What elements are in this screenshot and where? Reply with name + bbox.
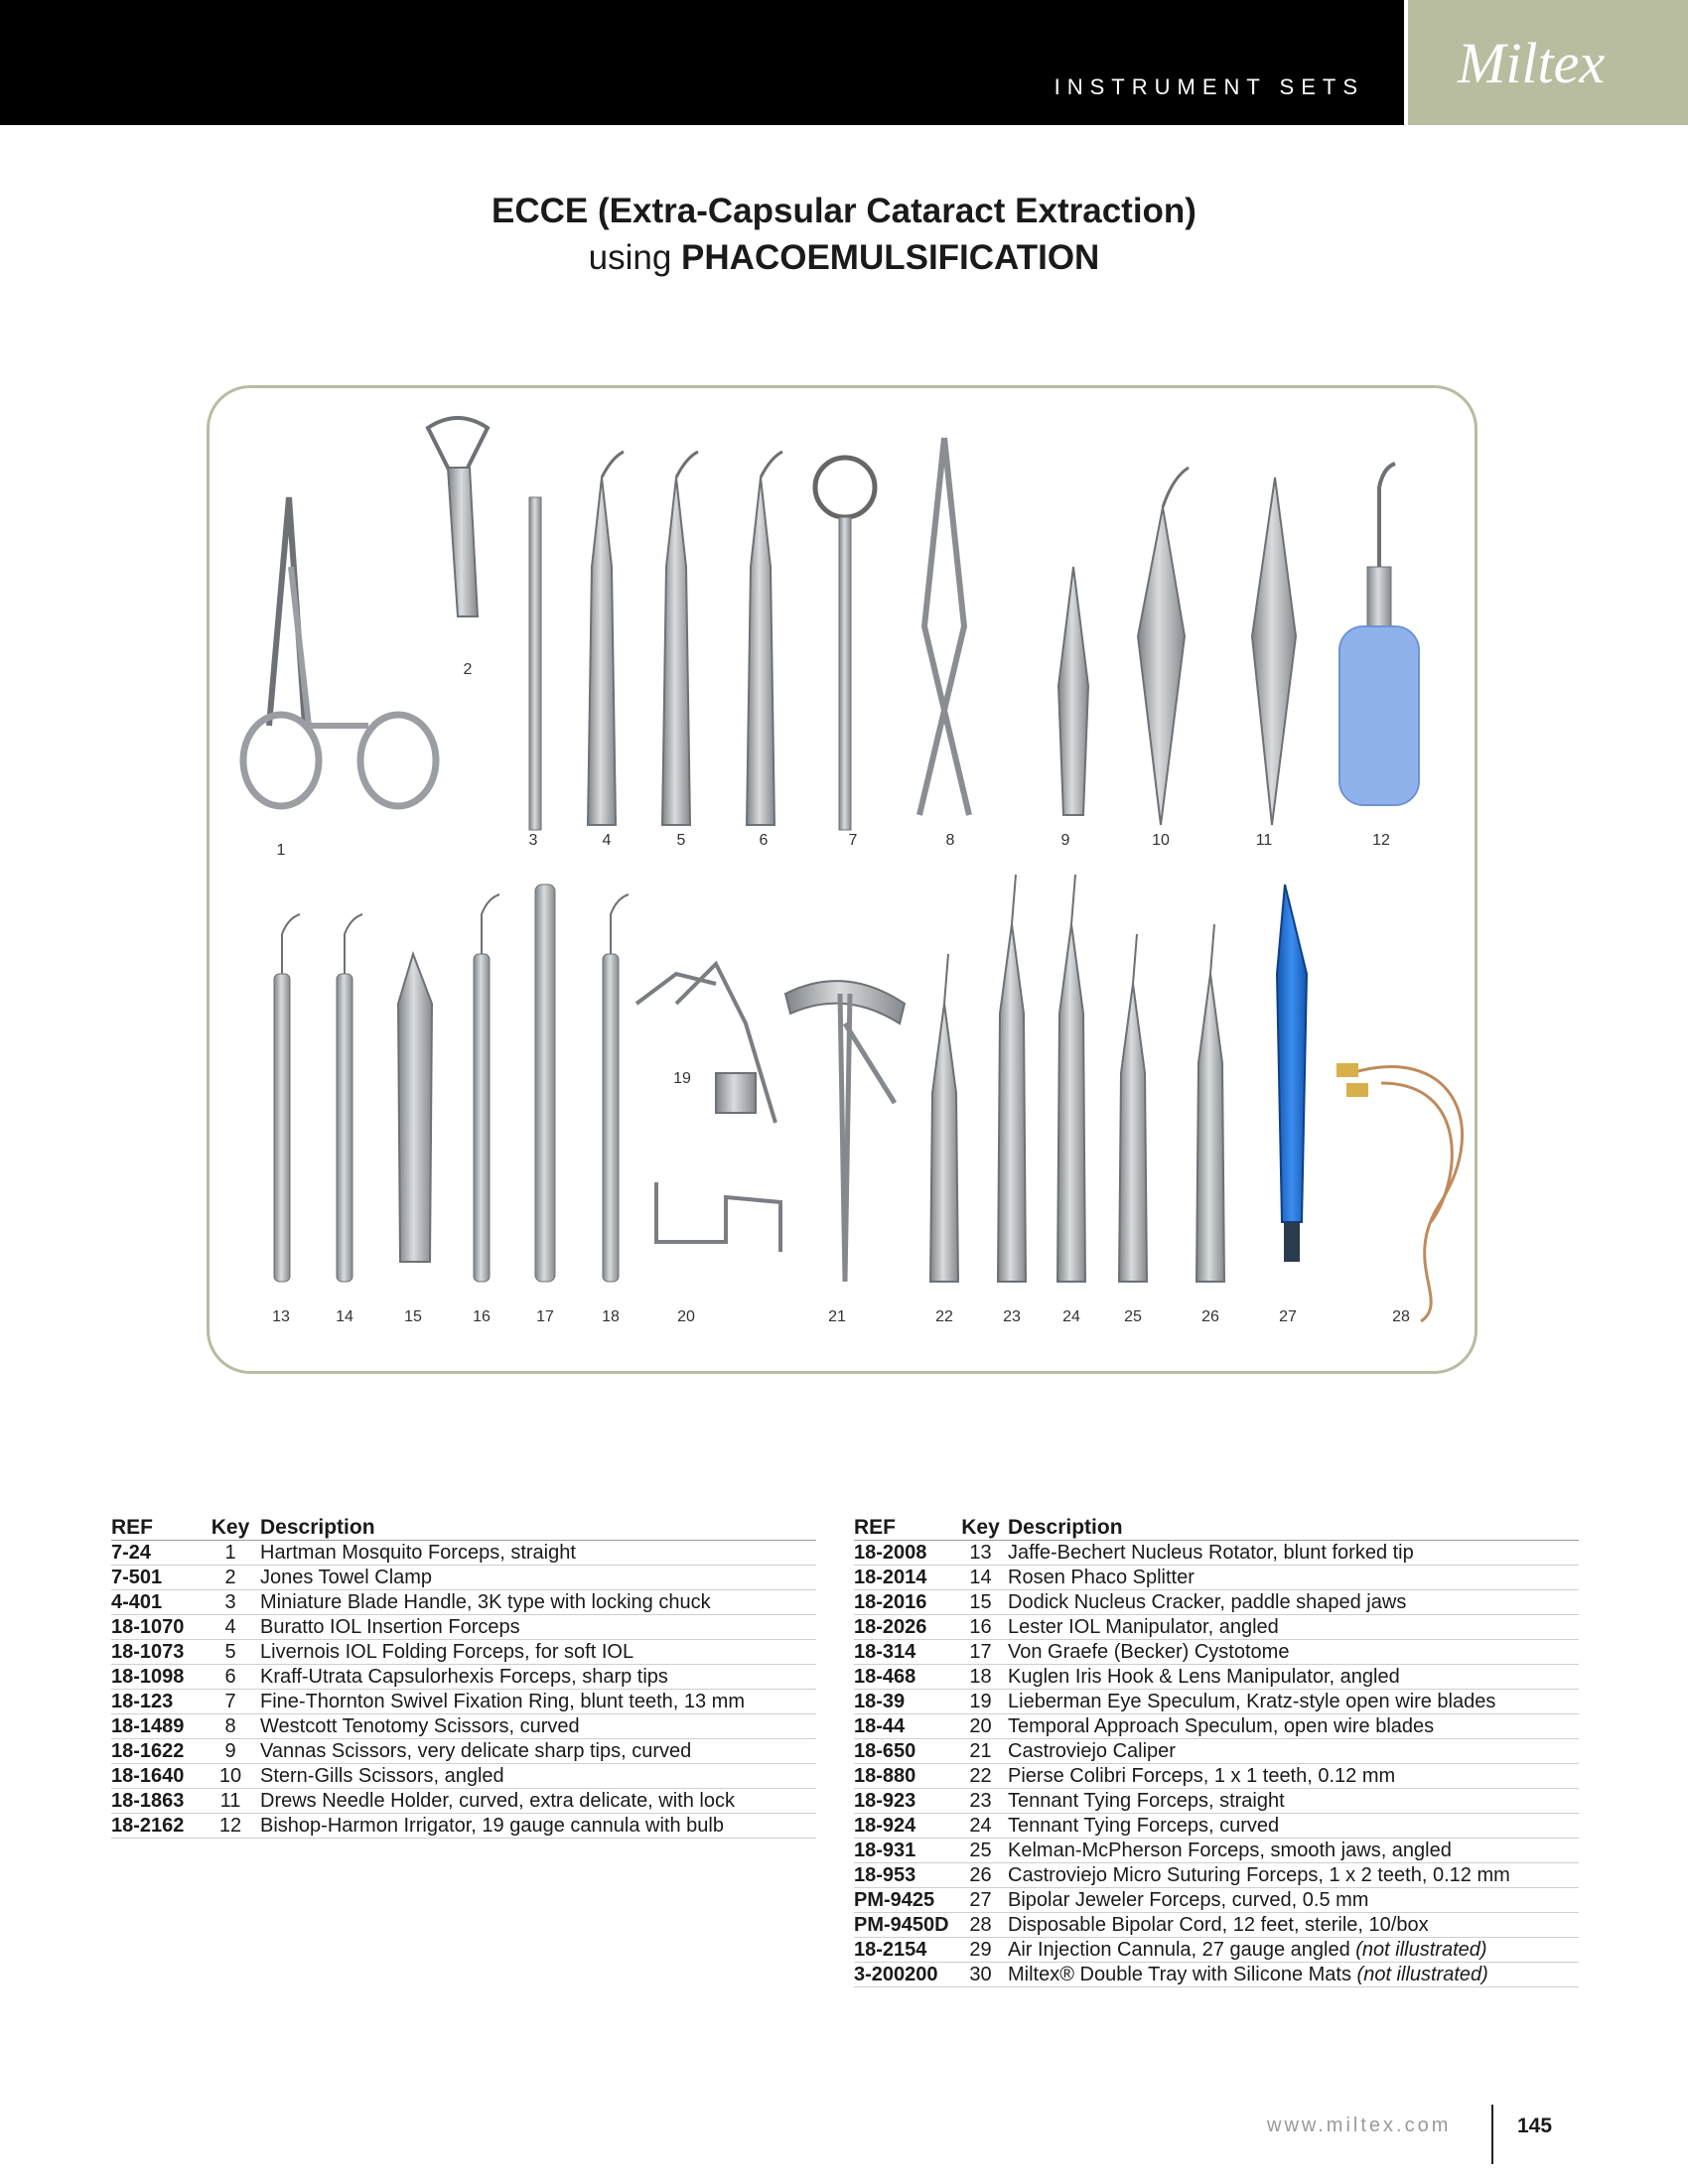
description-cell [1008, 1665, 1579, 1690]
key-label-4: 4 [602, 832, 612, 849]
ref-cell: 3-200200 [854, 1963, 953, 1987]
key-cell: 14 [953, 1566, 1008, 1590]
table-row [854, 1814, 1579, 1839]
description-note: (not illustrated) [1355, 1939, 1487, 1961]
ref-cell: 18-2016 [854, 1590, 953, 1615]
ref-cell: PM-9425 [854, 1888, 953, 1913]
description-text: Fine-Thornton Swivel Fixation Ring, blunt teeth, 13 mm [260, 1691, 745, 1712]
table-body [854, 1541, 1579, 1987]
key-label-16: 16 [473, 1308, 491, 1325]
key-label-20: 20 [677, 1308, 695, 1325]
description-text: Tennant Tying Forceps, curved [1008, 1815, 1280, 1837]
description-cell [1008, 1690, 1579, 1714]
mosquito-forceps-jaws [269, 497, 305, 726]
description-cell [260, 1665, 816, 1690]
reference-table-right [854, 1515, 1579, 1987]
key-cell: 24 [953, 1814, 1008, 1839]
description-cell [260, 1541, 816, 1566]
key-cell: 5 [201, 1640, 260, 1665]
description-text: Tennant Tying Forceps, straight [1008, 1790, 1285, 1812]
ref-cell: 18-1098 [111, 1665, 201, 1690]
livernois-forceps-tip [676, 452, 698, 478]
description-text: Jones Towel Clamp [260, 1567, 433, 1588]
table-row [854, 1566, 1579, 1590]
key-label-3: 3 [528, 832, 538, 849]
ref-cell: 18-2162 [111, 1814, 201, 1839]
phaco-splitter-tip [345, 914, 362, 974]
iris-hook-tip [611, 894, 629, 954]
description-text: Drews Needle Holder, curved, extra delicate, with lock [260, 1790, 735, 1812]
colibri-forceps [930, 1004, 958, 1282]
description-cell [1008, 1888, 1579, 1913]
key-cell: 13 [953, 1541, 1008, 1566]
key-cell: 4 [201, 1615, 260, 1640]
description-text: Rosen Phaco Splitter [1008, 1567, 1195, 1588]
description-text: Bipolar Jeweler Forceps, curved, 0.5 mm [1008, 1889, 1369, 1911]
description-cell [1008, 1640, 1579, 1665]
key-label-1: 1 [276, 842, 286, 859]
ref-cell: 18-953 [854, 1863, 953, 1888]
table-row [111, 1714, 816, 1739]
key-cell: 10 [201, 1764, 260, 1789]
description-text: Kuglen Iris Hook & Lens Manipulator, angled [1008, 1666, 1400, 1688]
key-cell: 23 [953, 1789, 1008, 1814]
irrigator-cannula [1379, 464, 1395, 567]
description-cell [1008, 1913, 1579, 1938]
key-label-14: 14 [336, 1308, 353, 1325]
bipolar-forceps [1277, 885, 1307, 1222]
ref-cell: 18-650 [854, 1739, 953, 1764]
description-cell [1008, 1863, 1579, 1888]
stern-gills-tip [1163, 468, 1189, 507]
description-text: Lieberman Eye Speculum, Kratz-style open wire blades [1008, 1691, 1496, 1712]
key-label-2: 2 [463, 661, 473, 678]
page-title: ECCE (Extra-Capsular Cataract Extraction) [492, 192, 1196, 230]
description-text: Pierse Colibri Forceps, 1 x 1 teeth, 0.12 mm [1008, 1765, 1396, 1787]
key-cell: 3 [201, 1590, 260, 1615]
key-cell: 21 [953, 1739, 1008, 1764]
bipolar-cord [1351, 1067, 1463, 1321]
table-body [111, 1541, 816, 1839]
description-cell [1008, 1814, 1579, 1839]
key-cell: 19 [953, 1690, 1008, 1714]
description-text: Hartman Mosquito Forceps, straight [260, 1542, 576, 1564]
speculum-lock [716, 1073, 756, 1113]
key-label-24: 24 [1062, 1308, 1080, 1325]
table-row [111, 1690, 816, 1714]
key-cell: 30 [953, 1963, 1008, 1987]
description-cell [1008, 1714, 1579, 1739]
key-cell: 7 [201, 1690, 260, 1714]
description-text: Kelman-McPherson Forceps, smooth jaws, angled [1008, 1840, 1452, 1861]
key-label-26: 26 [1201, 1308, 1219, 1325]
ref-cell: 18-1863 [111, 1789, 201, 1814]
description-cell [1008, 1615, 1579, 1640]
key-label-9: 9 [1060, 832, 1070, 849]
ref-cell: 7-501 [111, 1566, 201, 1590]
cord-plug-a [1336, 1063, 1358, 1077]
nucleus-rotator [274, 974, 290, 1282]
description-cell [1008, 1590, 1579, 1615]
mosquito-forceps-ring-right [360, 715, 436, 806]
ref-header: REF [111, 1515, 201, 1541]
ref-cell: 18-44 [854, 1714, 953, 1739]
brand-logo: Miltex [1458, 31, 1606, 95]
ref-cell: 7-24 [111, 1541, 201, 1566]
key-label-7: 7 [848, 832, 858, 849]
footer-url[interactable]: www.miltex.com [1267, 2115, 1452, 2136]
castroviejo-forceps-tip [1210, 924, 1214, 974]
description-text: Dodick Nucleus Cracker, paddle shaped jaws [1008, 1591, 1407, 1613]
ref-cell: 18-2154 [854, 1938, 953, 1963]
fixation-ring [815, 458, 875, 517]
description-text: Westcott Tenotomy Scissors, curved [260, 1715, 580, 1737]
key-label-12: 12 [1372, 832, 1390, 849]
description-text: Air Injection Cannula, 27 gauge angled [1008, 1939, 1356, 1961]
key-label-27: 27 [1279, 1308, 1297, 1325]
livernois-forceps [662, 478, 690, 825]
subtitle-bold: PHACOEMULSIFICATION [681, 238, 1100, 277]
table-row [854, 1789, 1579, 1814]
vannas-scissors [1058, 567, 1088, 815]
table-row [854, 1913, 1579, 1938]
page-subtitle [0, 238, 1688, 278]
tennant-forceps-curved-tip [1071, 875, 1075, 924]
kelman-forceps [1119, 984, 1147, 1282]
description-text: Jaffe-Bechert Nucleus Rotator, blunt forked tip [1008, 1542, 1414, 1564]
table-row [111, 1764, 816, 1789]
table-row [854, 1640, 1579, 1665]
key-label-22: 22 [935, 1308, 953, 1325]
footer-divider [1491, 2105, 1493, 2164]
description-text: Castroviejo Caliper [1008, 1740, 1176, 1762]
key-label-6: 6 [759, 832, 769, 849]
description-text: Von Graefe (Becker) Cystotome [1008, 1641, 1290, 1663]
description-cell [260, 1789, 816, 1814]
description-cell [260, 1814, 816, 1839]
ref-cell: 18-2014 [854, 1566, 953, 1590]
description-cell [1008, 1839, 1579, 1863]
table-row [111, 1615, 816, 1640]
ref-cell: 18-924 [854, 1814, 953, 1839]
key-label-5: 5 [676, 832, 686, 849]
description-cell [1008, 1566, 1579, 1590]
description-text: Vannas Scissors, very delicate sharp tips, curved [260, 1740, 692, 1762]
description-text: Lester IOL Manipulator, angled [1008, 1616, 1279, 1638]
ref-cell: PM-9450D [854, 1913, 953, 1938]
ref-cell: 18-2026 [854, 1615, 953, 1640]
phaco-splitter [337, 974, 352, 1282]
buratto-forceps [588, 478, 616, 825]
key-cell: 16 [953, 1615, 1008, 1640]
table-header-row [111, 1515, 816, 1541]
table-row [854, 1938, 1579, 1963]
kraff-forceps [747, 478, 774, 825]
table-row [854, 1541, 1579, 1566]
castroviejo-forceps [1196, 974, 1224, 1282]
kelman-forceps-tip [1133, 934, 1137, 984]
key-label-28: 28 [1392, 1308, 1410, 1325]
key-header: Key [953, 1515, 1008, 1541]
ref-cell: 4-401 [111, 1590, 201, 1615]
table-row [111, 1541, 816, 1566]
instrument-illustration [210, 388, 1475, 1371]
table-row [111, 1566, 816, 1590]
description-header: Description [1008, 1515, 1579, 1541]
colibri-forceps-tip [944, 954, 948, 1004]
table-row [854, 1590, 1579, 1615]
blade-handle [529, 497, 541, 830]
key-cell: 26 [953, 1863, 1008, 1888]
table-row [854, 1963, 1579, 1987]
ref-header: REF [854, 1515, 953, 1541]
key-label-8: 8 [945, 832, 955, 849]
table-row [111, 1814, 816, 1839]
description-cell [260, 1690, 816, 1714]
description-text: Temporal Approach Speculum, open wire blades [1008, 1715, 1435, 1737]
key-label-17: 17 [536, 1308, 554, 1325]
fixation-ring-handle [839, 517, 851, 830]
key-cell: 20 [953, 1714, 1008, 1739]
key-cell: 11 [201, 1789, 260, 1814]
key-cell: 29 [953, 1938, 1008, 1963]
description-text: Buratto IOL Insertion Forceps [260, 1616, 520, 1638]
tennant-forceps-curved [1057, 924, 1085, 1282]
ref-cell: 18-931 [854, 1839, 953, 1863]
description-cell [260, 1640, 816, 1665]
stern-gills-scissors [1138, 507, 1185, 825]
description-text: Bishop-Harmon Irrigator, 19 gauge cannula with bulb [260, 1815, 724, 1837]
nucleus-rotator-tip [282, 914, 300, 974]
temporal-speculum [656, 1182, 780, 1252]
instrument-figure [207, 385, 1477, 1374]
header-bar [0, 0, 1404, 125]
description-text: Stern-Gills Scissors, angled [260, 1765, 504, 1787]
iol-manipulator [474, 954, 490, 1282]
table-row [854, 1665, 1579, 1690]
ref-cell: 18-1622 [111, 1739, 201, 1764]
key-cell: 17 [953, 1640, 1008, 1665]
ref-cell: 18-123 [111, 1690, 201, 1714]
key-cell: 9 [201, 1739, 260, 1764]
key-label-25: 25 [1124, 1308, 1142, 1325]
irrigator-hub [1367, 567, 1391, 626]
key-label-15: 15 [404, 1308, 422, 1325]
key-cell: 18 [953, 1665, 1008, 1690]
description-cell [260, 1615, 816, 1640]
table-row [854, 1615, 1579, 1640]
page-number: 145 [1517, 2115, 1553, 2137]
key-label-19: 19 [673, 1070, 691, 1087]
caliper-arms [840, 994, 895, 1282]
cord-plug-b [1346, 1083, 1368, 1097]
description-cell [1008, 1963, 1579, 1987]
key-cell: 22 [953, 1764, 1008, 1789]
description-cell [1008, 1764, 1579, 1789]
kraff-forceps-tip [761, 452, 782, 478]
ref-cell: 18-1489 [111, 1714, 201, 1739]
key-label-23: 23 [1003, 1308, 1021, 1325]
ref-cell: 18-468 [854, 1665, 953, 1690]
ref-cell: 18-1640 [111, 1764, 201, 1789]
key-cell: 27 [953, 1888, 1008, 1913]
description-cell [260, 1590, 816, 1615]
key-cell: 25 [953, 1839, 1008, 1863]
description-cell [260, 1714, 816, 1739]
iol-manipulator-tip [482, 894, 499, 954]
ref-cell: 18-923 [854, 1789, 953, 1814]
description-text: Disposable Bipolar Cord, 12 feet, sterile, 10/box [1008, 1914, 1429, 1936]
description-cell [1008, 1739, 1579, 1764]
table-row [854, 1714, 1579, 1739]
iris-hook [603, 954, 619, 1282]
ref-cell: 18-39 [854, 1690, 953, 1714]
key-cell: 8 [201, 1714, 260, 1739]
description-note: (not illustrated) [1356, 1964, 1488, 1985]
description-cell [1008, 1938, 1579, 1963]
towel-clamp-body [448, 468, 478, 616]
drews-needle-holder [1252, 478, 1296, 825]
cystotome [535, 885, 555, 1282]
ref-cell: 18-314 [854, 1640, 953, 1665]
key-label-18: 18 [602, 1308, 620, 1325]
key-label-21: 21 [828, 1308, 846, 1325]
key-label-10: 10 [1152, 832, 1170, 849]
key-header: Key [201, 1515, 260, 1541]
mosquito-forceps-ring-left [243, 715, 319, 806]
ref-cell: 18-2008 [854, 1541, 953, 1566]
table-row [854, 1690, 1579, 1714]
brand-box [1408, 0, 1688, 125]
ref-cell: 18-1073 [111, 1640, 201, 1665]
table-header-row [854, 1515, 1579, 1541]
table-row [854, 1888, 1579, 1913]
caliper-arc [785, 981, 905, 1024]
subtitle-prefix: using [588, 238, 682, 277]
ref-cell: 18-880 [854, 1764, 953, 1789]
table-row [111, 1590, 816, 1615]
description-cell [260, 1739, 816, 1764]
description-cell [260, 1566, 816, 1590]
key-label-13: 13 [272, 1308, 290, 1325]
description-cell [1008, 1789, 1579, 1814]
key-label-11: 11 [1255, 832, 1273, 849]
description-header: Description [260, 1515, 816, 1541]
table-row [111, 1789, 816, 1814]
instruments [243, 418, 1463, 1321]
key-cell: 6 [201, 1665, 260, 1690]
table-row [854, 1739, 1579, 1764]
description-text: Miniature Blade Handle, 3K type with locking chuck [260, 1591, 711, 1613]
key-cell: 15 [953, 1590, 1008, 1615]
key-cell: 28 [953, 1913, 1008, 1938]
description-text: Castroviejo Micro Suturing Forceps, 1 x 2 teeth, 0.12 mm [1008, 1864, 1510, 1886]
description-cell [1008, 1541, 1579, 1566]
reference-table-left [111, 1515, 816, 1839]
table-row [111, 1739, 816, 1764]
irrigator-bulb [1339, 626, 1419, 805]
description-cell [260, 1764, 816, 1789]
table-row [111, 1640, 816, 1665]
key-cell: 1 [201, 1541, 260, 1566]
table-row [111, 1665, 816, 1690]
key-cell: 2 [201, 1566, 260, 1590]
table-row [854, 1764, 1579, 1789]
buratto-forceps-tip [602, 452, 624, 478]
key-cell: 12 [201, 1814, 260, 1839]
section-label: INSTRUMENT SETS [1054, 74, 1364, 99]
description-text: Kraff-Utrata Capsulorhexis Forceps, sharp tips [260, 1666, 668, 1688]
nucleus-cracker [398, 954, 432, 1262]
tennant-forceps-straight-tip [1012, 875, 1016, 924]
table-row [854, 1863, 1579, 1888]
bipolar-connector [1284, 1222, 1300, 1262]
westcott-scissors [919, 438, 969, 815]
description-text: Livernois IOL Folding Forceps, for soft IOL [260, 1641, 634, 1663]
table-row [854, 1839, 1579, 1863]
ref-cell: 18-1070 [111, 1615, 201, 1640]
description-text: Miltex® Double Tray with Silicone Mats [1008, 1964, 1357, 1985]
tennant-forceps-straight [998, 924, 1026, 1282]
